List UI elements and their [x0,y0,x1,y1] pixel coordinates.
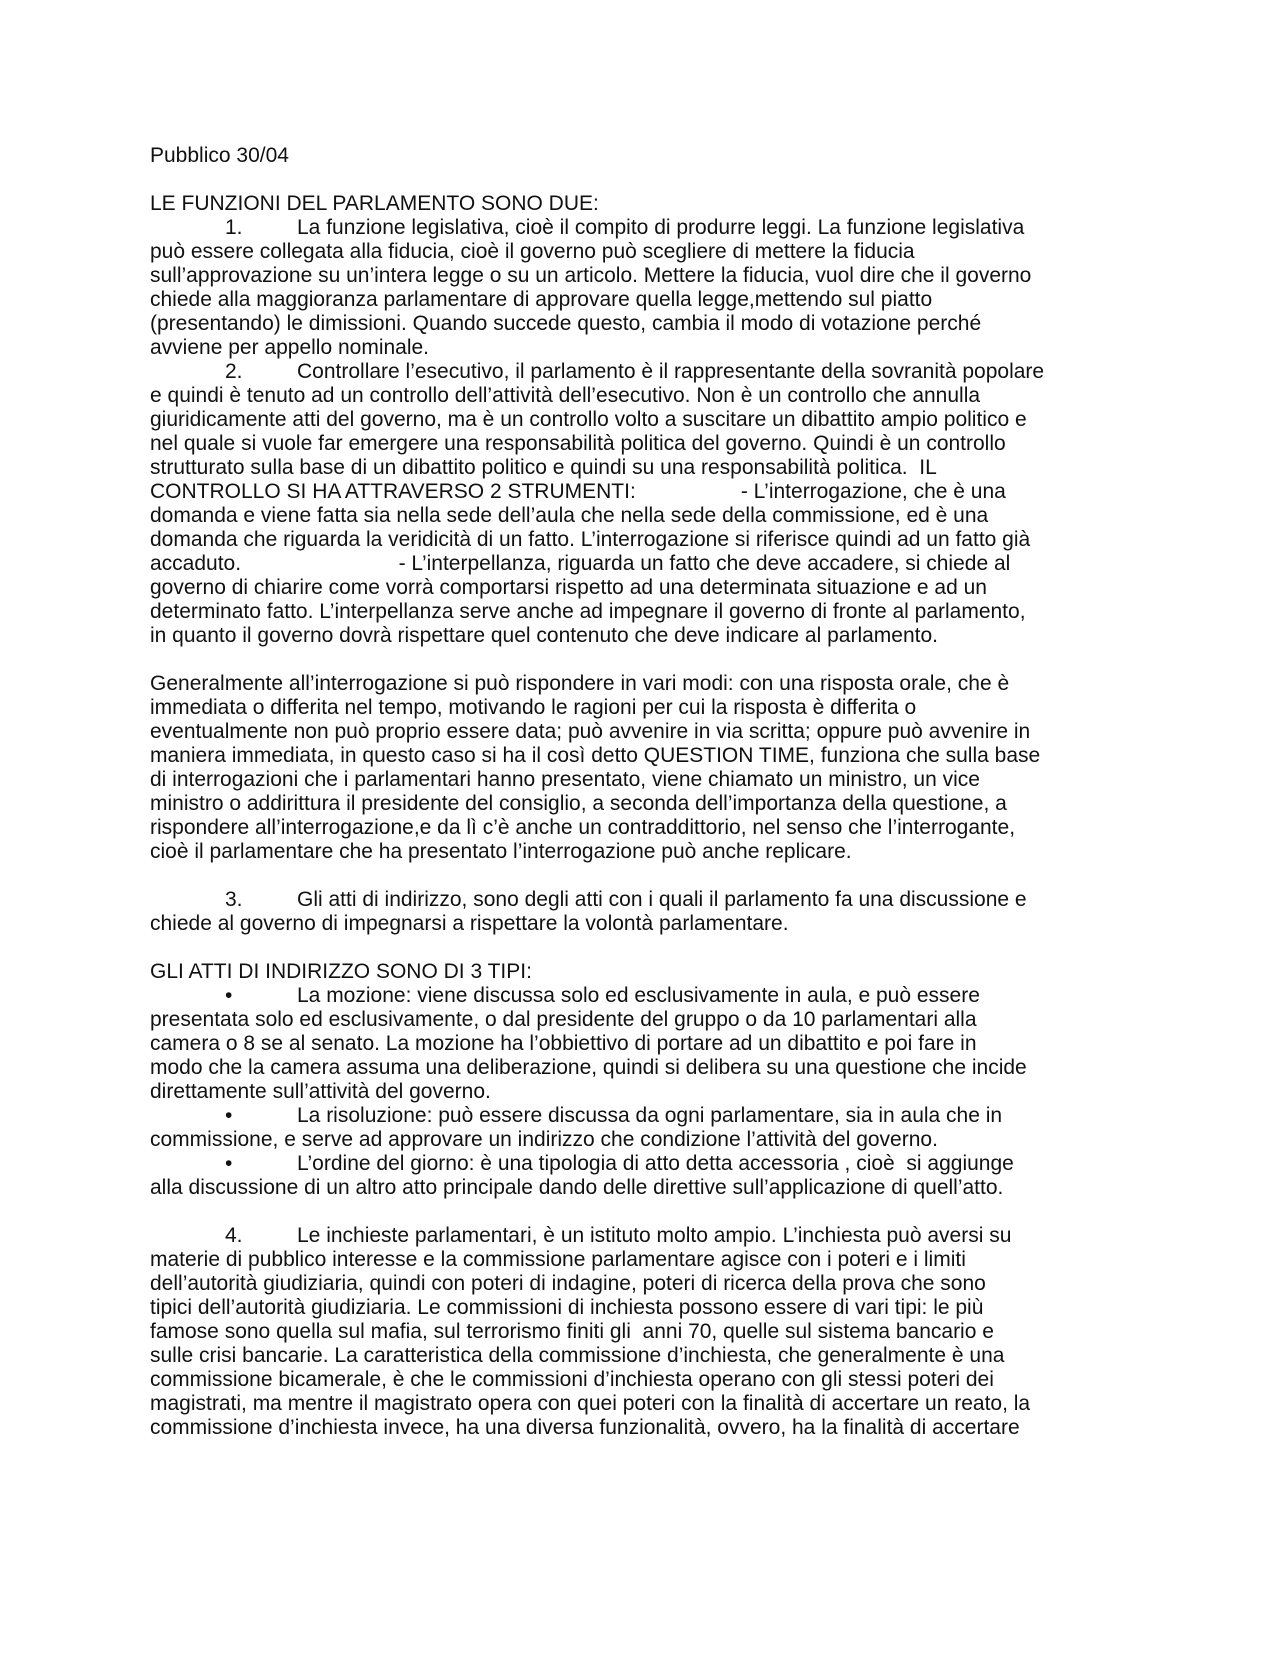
list-item-text: Controllare l’esecutivo, il parlamento è il rappresentante della sovranità popolare [297,360,1045,383]
document-title: Pubblico 30/04 [150,144,289,167]
text-line: sull’approvazione su un’intera legge o su un articolo. Mettere la fiducia, vuol dire che il governo [150,264,1032,287]
list-marker: 2. [225,360,243,383]
text-line: può essere collegata alla fiducia, cioè il governo può scegliere di mettere la fiducia [150,240,915,263]
list-marker: • [225,984,233,1007]
text-line: in quanto il governo dovrà rispettare quel contenuto che deve indicare al parlamento. [150,624,939,647]
text-line: presentata solo ed esclusivamente, o dal presidente del gruppo o da 10 parlamentari alla [150,1008,977,1031]
text-line: di interrogazioni che i parlamentari hanno presentato, viene chiamato un ministro, un vice [150,768,980,791]
text-line: sulle crisi bancarie. La caratteristica della commissione d’inchiesta, che generalmente è una [150,1344,1005,1367]
text-line: avviene per appello nominale. [150,336,430,359]
list-marker: • [225,1104,233,1127]
list-marker: 4. [225,1224,243,1247]
text-line: commissione d’inchiesta invece, ha una diversa funzionalità, ovvero, ha la finalità di accertare [150,1416,1020,1439]
text-line: ministro o addirittura il presidente del consiglio, a seconda dell’importanza della questione, a [150,792,1007,815]
text-line: materie di pubblico interesse e la commissione parlamentare agisce con i poteri e i limiti [150,1248,966,1271]
list-item-text: La mozione: viene discussa solo ed esclusivamente in aula, e può essere [297,984,980,1007]
text-line: domanda e viene fatta sia nella sede dell’aula che nella sede della commissione, ed è una [150,504,989,527]
list-marker: • [225,1152,233,1175]
text-line: Generalmente all’interrogazione si può rispondere in vari modi: con una risposta orale, che è [150,672,1010,695]
list-item-3 [225,887,1027,912]
list-item-text: Le inchieste parlamentari, è un istituto molto ampio. L’inchiesta può aversi su [297,1224,1012,1247]
text-line: chiede al governo di impegnarsi a rispettare la volontà parlamentare. [150,912,789,935]
text-line: (presentando) le dimissioni. Quando succede questo, cambia il modo di votazione perché [150,312,982,335]
text-line: e quindi è tenuto ad un controllo dell’attività dell’esecutivo. Non è un controllo che annulla [150,384,981,407]
text-line: modo che la camera assuma una deliberazione, quindi si delibera su una questione che incide [150,1056,1027,1079]
text-line: commissione, e serve ad approvare un indirizzo che condizione l’attività del governo. [150,1128,938,1151]
text-line: CONTROLLO SI HA ATTRAVERSO 2 STRUMENTI: - L’interrogazione, che è una [150,480,1006,503]
text-line: chiede alla maggioranza parlamentare di approvare quella legge,mettendo sul piatto [150,288,933,311]
bullet-item [225,983,980,1008]
list-item-text: Gli atti di indirizzo, sono degli atti con i quali il parlamento fa una discussione e [297,888,1027,911]
text-line: cioè il parlamentare che ha presentato l’interrogazione può anche replicare. [150,840,852,863]
text-line: direttamente sull’attività del governo. [150,1080,491,1103]
text-line: rispondere all’interrogazione,e da lì c’è anche un contraddittorio, nel senso che l’interrogante, [150,816,1016,839]
text-line: magistrati, ma mentre il magistrato opera con quei poteri con la finalità di accertare un reato, la [150,1392,1031,1415]
text-line: camera o 8 se al senato. La mozione ha l’obbiettivo di portare ad un dibattito e poi fare in [150,1032,977,1055]
text-line: maniera immediata, in questo caso si ha il così detto QUESTION TIME, funziona che sulla base [150,744,1041,767]
list-item-text: La funzione legislativa, cioè il compito di produrre leggi. La funzione legislativa [297,216,1025,239]
list-item-text: L’ordine del giorno: è una tipologia di atto detta accessoria , cioè si aggiunge [297,1152,1014,1175]
list-item-2 [225,359,1044,384]
text-line: giuridicamente atti del governo, ma è un controllo volto a suscitare un dibattito ampio politico e [150,408,1027,431]
section-heading: GLI ATTI DI INDIRIZZO SONO DI 3 TIPI: [150,960,532,983]
text-line: tipici dell’autorità giudiziaria. Le commissioni di inchiesta possono essere di vari tipi: le più [150,1296,984,1319]
text-line: domanda che riguarda la veridicità di un fatto. L’interrogazione si riferisce quindi ad un fatto già [150,528,1031,551]
list-item-text: La risoluzione: può essere discussa da ogni parlamentare, sia in aula che in [297,1104,1003,1127]
section-heading: LE FUNZIONI DEL PARLAMENTO SONO DUE: [150,192,599,215]
list-marker: 1. [225,216,243,239]
list-item-1 [225,215,1024,240]
bullet-item [225,1151,1014,1176]
text-line: dell’autorità giudiziaria, quindi con poteri di indagine, poteri di ricerca della prova che sono [150,1272,986,1295]
text-line: famose sono quella sul mafia, sul terrorismo finiti gli anni 70, quelle sul sistema bancario e [150,1320,994,1343]
text-line: eventualmente non può proprio essere data; può avvenire in via scritta; oppure può avvenire in [150,720,1031,743]
bullet-item [225,1103,1002,1128]
text-line: nel quale si vuole far emergere una responsabilità politica del governo. Quindi è un controllo [150,432,1006,455]
text-line: alla discussione di un altro atto principale dando delle direttive sull’applicazione di quell’atto. [150,1176,1004,1199]
text-line: strutturato sulla base di un dibattito politico e quindi su una responsabilità politica. IL [150,456,937,479]
text-line: determinato fatto. L’interpellanza serve anche ad impegnare il governo di fronte al parlamento, [150,600,1026,623]
list-item-4 [225,1223,1011,1248]
text-line: accaduto. - L’interpellanza, riguarda un fatto che deve accadere, si chiede al [150,552,1011,575]
text-line: governo di chiarire come vorrà comportarsi rispetto ad una determinata situazione e ad un [150,576,987,599]
text-line: immediata o differita nel tempo, motivando le ragioni per cui la risposta è differita o [150,696,917,719]
text-line: commissione bicamerale, è che le commissioni d’inchiesta operano con gli stessi poteri dei [150,1368,994,1391]
list-marker: 3. [225,888,243,911]
